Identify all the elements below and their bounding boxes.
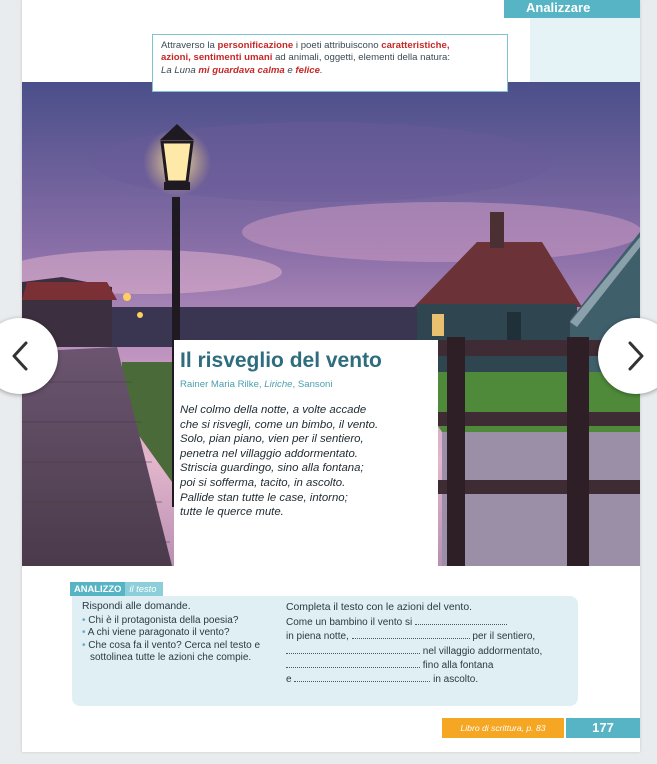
- fill-text: e: [286, 674, 292, 686]
- author-name: Rainer Maria Rilke,: [180, 379, 265, 390]
- definition-example-keyword: felice: [295, 64, 320, 76]
- question-text: Chi è il protagonista della poesia?: [88, 614, 239, 626]
- poem-card: [174, 340, 438, 566]
- definition-example: e: [284, 64, 296, 76]
- poem-publisher: , Sansoni: [292, 379, 333, 390]
- answer-blank[interactable]: [415, 616, 507, 625]
- bullet-icon: •: [82, 614, 89, 626]
- book-page: [22, 0, 640, 752]
- completion-column: [286, 601, 576, 687]
- poem-title: Il risveglio del vento: [180, 349, 382, 372]
- book-reference: Libro di scrittura, p. 83: [442, 718, 564, 738]
- answer-blank[interactable]: [286, 645, 420, 654]
- definition-text: i poeti attribuiscono: [293, 40, 382, 51]
- question-item: [82, 640, 282, 665]
- definition-example: .: [319, 64, 323, 76]
- bullet-icon: •: [82, 639, 89, 651]
- fill-text: in ascolto.: [433, 674, 479, 686]
- exercise-tag-sub: il testo: [125, 582, 162, 596]
- poem-line: tutte le querce mute.: [180, 506, 284, 519]
- definition-keyword: personificazione: [217, 40, 294, 51]
- poem-source: Liriche: [264, 379, 293, 390]
- completion-title: Completa il testo con le azioni del vento.: [286, 602, 472, 613]
- definition-keyword: caratteristiche,: [381, 40, 450, 51]
- page-number: 177: [566, 718, 640, 738]
- definition-text: ad animali, oggetti, elementi della natura:: [272, 52, 451, 64]
- poem-line: Pallide stan tutte le case, intorno;: [180, 491, 348, 504]
- definition-example: La Luna: [161, 64, 199, 76]
- exercise-tag-main: ANALIZZO: [70, 582, 125, 596]
- fill-line: [286, 616, 576, 630]
- definition-text: Attraverso la: [161, 40, 218, 51]
- definition-box: [152, 34, 508, 92]
- fill-text: fino alla fontana: [422, 659, 494, 671]
- question-text: Che cosa fa il vento? Cerca nel testo e sottolinea tutte le azioni che compie.: [88, 639, 261, 664]
- poem-author: [180, 379, 433, 390]
- fill-text: per il sentiero,: [472, 631, 536, 643]
- side-strip: [530, 18, 640, 82]
- fill-line: [286, 659, 576, 673]
- section-tab: Analizzare: [504, 0, 640, 18]
- bullet-icon: •: [82, 627, 88, 639]
- questions-title: Rispondi alle domande.: [82, 601, 191, 612]
- fill-line: [286, 673, 576, 687]
- definition-example-keyword: mi guardava calma: [198, 64, 285, 76]
- poem-line: Striscia guardingo, sino alla fontana;: [180, 462, 364, 475]
- questions-column: [82, 601, 282, 665]
- fill-line: [286, 630, 576, 644]
- poem-line: Solo, pian piano, vien per il sentiero,: [180, 433, 364, 446]
- poem-line: Nel colmo della notte, a volte accade: [180, 404, 367, 416]
- question-text: A chi viene paragonato il vento?: [87, 627, 230, 639]
- chevron-right-icon: [625, 340, 647, 372]
- answer-blank[interactable]: [352, 630, 470, 639]
- definition-keyword: azioni, sentimenti umani: [161, 52, 273, 64]
- fill-text: Come un bambino il vento si: [286, 617, 413, 629]
- exercise-tag: [70, 582, 163, 596]
- poem-line: che si risvegli, come un bimbo, il vento.: [180, 418, 379, 431]
- question-item: [82, 615, 282, 628]
- answer-blank[interactable]: [286, 659, 420, 668]
- poem-line: penetra nel villaggio addormentato.: [180, 447, 358, 460]
- poem-text: [180, 403, 433, 520]
- question-item: [82, 627, 282, 640]
- answer-blank[interactable]: [294, 673, 430, 682]
- poem-line: poi si sofferma, tacito, in ascolto.: [180, 476, 346, 489]
- fill-line: [286, 645, 576, 659]
- hero-photo: [22, 82, 640, 566]
- fill-text: in piena notte,: [286, 631, 349, 643]
- fill-text: nel villaggio addormentato,: [422, 645, 543, 657]
- exercise-box: [72, 596, 578, 706]
- chevron-left-icon: [9, 340, 31, 372]
